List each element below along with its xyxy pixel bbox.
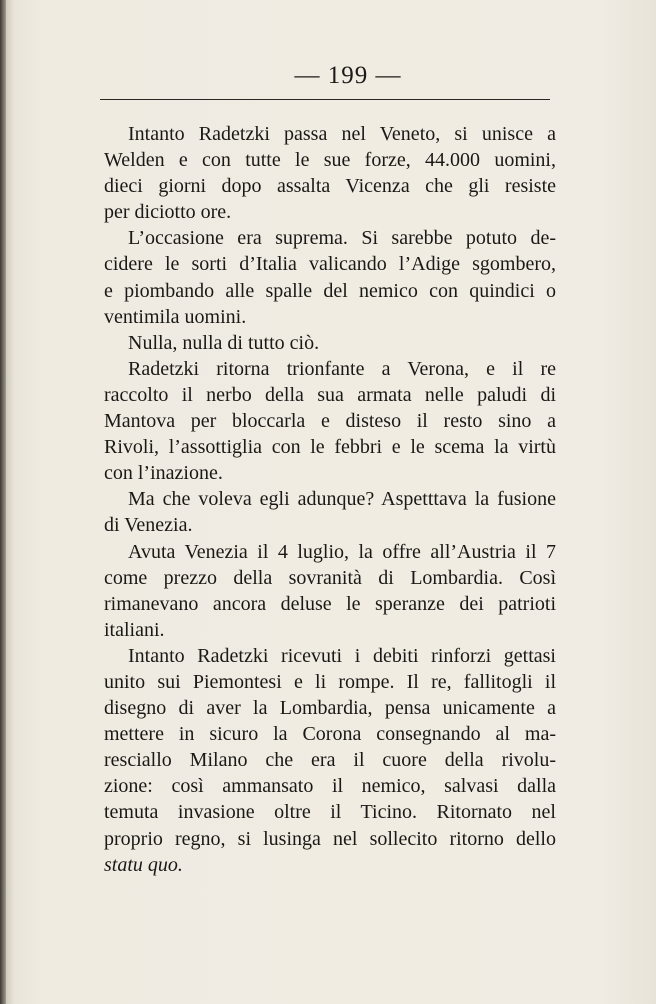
text-line: con l’inazione.: [104, 462, 223, 485]
text-line: Radetzki ritorna trionfante a Verona, e il re: [128, 357, 556, 380]
page-number: — 199 —: [294, 62, 402, 89]
text-line: italiani.: [104, 618, 165, 641]
text-line: come prezzo della sovranità di Lombardia. Così: [104, 566, 556, 589]
text-line: Avuta Venezia il 4 luglio, la offre all’Austria il 7: [128, 540, 556, 563]
text-line: statu quo.: [104, 853, 183, 876]
text-line: proprio regno, si lusinga nel sollecito ritorno dello: [104, 827, 556, 850]
text-line: L’occasione era suprema. Si sarebbe potuto de-: [128, 227, 556, 250]
text-line: rimanevano ancora deluse le speranze dei patrioti: [104, 592, 556, 615]
text-line: Intanto Radetzki ricevuti i debiti rinforzi gettasi: [128, 644, 556, 667]
body-text: [104, 121, 556, 878]
book-spine-shadow: [0, 0, 6, 1004]
text-line: Nulla, nulla di tutto ciò.: [128, 331, 320, 354]
text-line: raccolto il nerbo della sua armata nelle paludi di: [104, 383, 556, 406]
text-line: Rivoli, l’assottiglia con le febbri e le scema la virtù: [104, 436, 556, 459]
text-line: cidere le sorti d’Italia valicando l’Adige sgombero,: [104, 253, 556, 276]
text-line: ventimila uomini.: [104, 305, 247, 328]
text-line: Ma che voleva egli adunque? Aspetttava la fusione: [128, 488, 556, 511]
text-line: Intanto Radetzki passa nel Veneto, si unisce a: [128, 123, 556, 145]
text-line: zione: così ammansato il nemico, salvasi dalla: [104, 775, 556, 798]
text-line: temuta invasione oltre il Ticino. Ritornato nel: [104, 801, 556, 824]
text-line: dieci giorni dopo assalta Vicenza che gli resiste: [104, 175, 556, 198]
text-line: unito sui Piemontesi e li rompe. Il re, fallitogli il: [104, 670, 556, 693]
text-line: disegno di aver la Lombardia, pensa unicamente a: [104, 697, 556, 720]
text-line: Mantova per bloccarla e disteso il resto sino a: [104, 410, 556, 433]
header-rule: [100, 99, 550, 100]
text-line: di Venezia.: [104, 514, 193, 537]
text-line: resciallo Milano che era il cuore della rivolu-: [104, 749, 556, 772]
text-line: e piombando alle spalle del nemico con quindici o: [104, 279, 556, 302]
text-line: Welden e con tutte le sue forze, 44.000 uomini,: [104, 149, 556, 172]
text-line: mettere in sicuro la Corona consegnando al ma-: [104, 723, 556, 746]
text-line: per diciotto ore.: [104, 201, 232, 224]
